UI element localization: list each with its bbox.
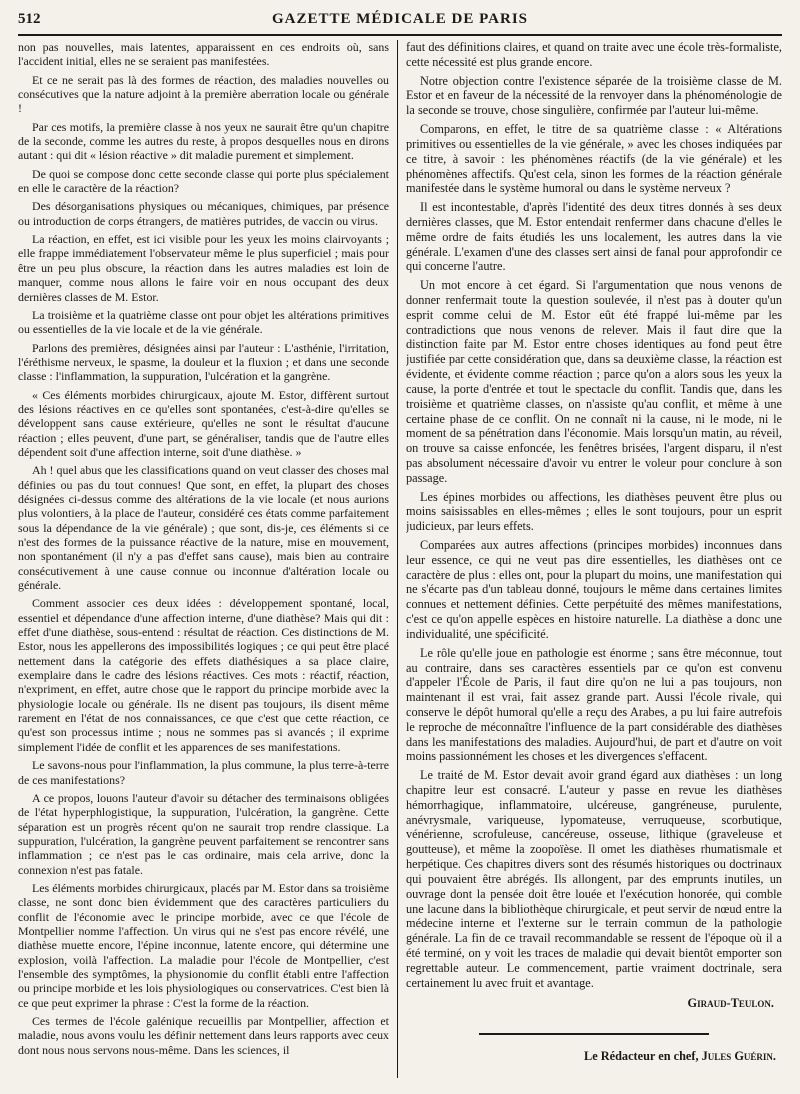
paragraph: De quoi se compose donc cette seconde classe qui porte plus spécialement en elle le caractère de la réaction?	[18, 166, 389, 196]
paragraph: faut des définitions claires, et quand on traite avec une école très-formaliste, cette nécessité est plus grande encore.	[406, 40, 782, 69]
signature-divider	[479, 1033, 709, 1035]
paragraph: Le savons-nous pour l'inflammation, la plus commune, la plus terre-à-terre de ces manifestations?	[18, 758, 389, 787]
editor-line	[406, 1049, 776, 1064]
paragraph: Parlons des premières, désignées ainsi par l'auteur : L'asthénie, l'irritation, l'éréthisme nerveux, le spasme, la douleur et la fluxion ; et dans une seconde classe : l'inflammation, la suppuration, l'ulcération et la gangrène.	[18, 340, 389, 384]
paragraph: « Ces éléments morbides chirurgicaux, ajoute M. Estor, diffèrent surtout des lésions réactives en ce qu'elles sont spontanées, c'est-à-dire qu'elles se développent sans cause extérieure, qu'elles ne sont le résultat d'aucune réaction ; elles peuvent, d'une part, se généraliser, tandis que de l'autre elles dépendent soit d'une affection interne, soit d'une diathèse. »	[18, 387, 389, 459]
paragraph: Par ces motifs, la première classe à nos yeux ne saurait être qu'un chapitre de la seconde, comme les autres du reste, à propos desquelles nous en dirons autant : qui dit « lésion réactive » dit maladie purement et simplement.	[18, 119, 389, 163]
paragraph: Le rôle qu'elle joue en pathologie est énorme ; sans être méconnue, tout au contraire, dans ses caractères essentiels par ce qu'on est convenu d'appeler l'École de Paris, il faut dire qu'on ne lui a pas toujours, non maintenant il est vrai, fait assez grande part. Aussi l'école rivale, qui conserve le dépôt humoral qu'elle a reçu des Arabes, a pu lui faire autrefois le reproche de méconnaître l'influence de la part considérable des diathèses dans les manifestations des maladies. Aujourd'hui, de part et d'autre on voit moins passionnément les choses et les divergences s'effacent.	[406, 645, 782, 764]
paragraph: Un mot encore à cet égard. Si l'argumentation que nous venons de donner renfermait toute la question soulevée, il n'est pas à douter qu'un esprit comme celui de M. Estor eût été frappé lui-même par les contradictions que nous venons de relever. Mais il faut dire que la distinction faite par M. Estor entre choses identiques au fond peut être justifiée par cette considération que, dans sa deuxième classe, la réaction est évidente, et évidente comme réaction ; parce qu'on a alors sous les yeux la cause, la porte d'entrée et tout le spectacle du conflit. Tandis que, dans les troisième et quatrième classes, on n'assiste qu'au conflit, et même à une certaine phase de ce conflit. On ne connaît ni la cause, ni le mode, ni le moment de sa pénétration dans l'économie. Mais lorsqu'un matin, au réveil, on trouve sa caisse enfoncée, les fenêtres brisées, l'argent disparu, il n'est pas absolument nécessaire d'avoir vu entrer le voleur pour conclure à son passage.	[406, 278, 782, 485]
paragraph: Ces termes de l'école galénique recueillis par Montpellier, affection et maladie, nous avons voulu les définir nettement dans leurs rapports avec ceux dont nous nous servons nous-même. Dans les sciences, il	[18, 1014, 389, 1057]
paragraph: Il est incontestable, d'après l'identité des deux titres donnés à ses deux dernières classes, que M. Estor entendait renfermer dans chacune d'elles le même ordre de faits étudiés les uns localement, les autres dans la vie générale. L'examen d'une des classes sert ainsi de fanal pour approfondir ce qui concerne l'autre.	[406, 200, 782, 274]
paragraph: Comment associer ces deux idées : développement spontané, local, essentiel et dépendance d'une affection interne, d'une diathèse? Mais qui dit : effet d'une diathèse, sous-entend : résultat de réaction. Ces distinctions de M. Estor, nous les appellerons des impossibilités logiques ; ce qui peut être placé nettement dans la catégorie des effets diathésiques a sa place claire, exemplaire dans le cadre des lésions réactives. Ces mots : réactif, réaction, n'expriment, en effet, autre chose que le rapport du principe morbide avec la physiologie locale ou générale. Ils ne disent pas toujours, ils disent même rarement en l'état de nos connaissances, ce que c'est que cette réaction, ce qu'est son processus intime ; nous ne sommes pas si avancés ; il exprime simplement l'idée de conflit et les apparences de ses manifestations.	[18, 596, 389, 754]
author-signature: Giraud-Teulon.	[687, 996, 774, 1011]
left-column	[18, 40, 389, 1080]
editor-label: Le Rédacteur en chef,	[584, 1049, 699, 1064]
paragraph: Comparons, en effet, le titre de sa quatrième classe : « Altérations primitives ou essentielles de la vie générale, » avec les choses indiquées par ce titre, à savoir : les phénomènes réactifs (de la vie générale) et les phénomènes affectifs. Qu'est cela, sinon les formes de la réaction générale manifestée dans le système humoral ou dans le système nerveux ?	[406, 122, 782, 196]
paragraph: Notre objection contre l'existence séparée de la troisième classe de M. Estor et en faveur de la nécessité de la renvoyer dans la phénoménologie de la seconde se trouve, chose singulière, confirmée par l'auteur lui-même.	[406, 73, 782, 118]
paragraph: La réaction, en effet, est ici visible pour les yeux les moins clairvoyants ; elle frappe immédiatement l'observateur même le plus superficiel ; mais pour être un peu plus obscure, la réaction dans les autres maladies est loin de manquer, comme nous allons le faire voir en nous occupant des deux dernières classes de M. Estor.	[18, 232, 389, 304]
paragraph: Ah ! quel abus que les classifications quand on veut classer des choses mal définies ou pas du tout connues! Que sont, en effet, la plupart des choses désignées ci-dessus comme des altérations de la vie locale (et nous aurions plus volontiers, à la place de l'auteur, considéré ces états comme parfaitement sous la dépendance de la vie générale) ; que sont, dis-je, ces éléments si ce n'est des formes de la puissance réactive de la nature, mise en mouvement, non spontanément (il n'y a pas d'effet sans cause), mais bien au contraire consécutivement à une cause connue ou inconnue d'altération locale ou générale.	[18, 463, 389, 593]
paragraph: Les éléments morbides chirurgicaux, placés par M. Estor dans sa troisième classe, ne sont donc bien évidemment que des caractères particuliers du conflit de l'économie avec le principe morbide, avec ce que l'école de Montpellier nomme l'affection. Un virus qui ne s'est pas encore révélé, une diathèse muette encore, l'épine inconnue, latente encore, qui détermine une explosion, voilà l'affection. La maladie pour l'école de Montpellier, c'est l'ensemble des symptômes, la physionomie du conflit établi entre l'affection ou principe morbide et les lois physiologiques ou conservatrices. C'est bien là ce que peut exprimer la phrase : C'est la forme de la réaction.	[18, 880, 389, 1010]
paragraph: Et ce ne serait pas là des formes de réaction, des maladies nouvelles ou consécutives que la nature adjoint à la première aberration locale ou générale !	[18, 72, 389, 116]
paragraph: non pas nouvelles, mais latentes, apparaissent en ces endroits où, sans l'accident initial, elles ne se seraient pas manifestées.	[18, 40, 389, 69]
page-number: 512	[18, 10, 41, 27]
editor-name: Jules Guérin.	[701, 1049, 776, 1064]
paragraph: A ce propos, louons l'auteur d'avoir su détacher des terminaisons obligées de l'état hyperphlogistique, la suppuration, l'ulcération, la gangrène. Cette séparation est un progrès récent qu'on ne saurait trop rendre classique. La suppuration, l'ulcération, la gangrène peuvent parfaitement se rencontrer sans inflammation ; ce n'est pas le cas ordinaire, mais cela arrive, donc la connexion n'est pas fatale.	[18, 790, 389, 877]
paragraph: Le traité de M. Estor devait avoir grand égard aux diathèses : un long chapitre leur est consacré. L'auteur y passe en revue les diathèses hémorrhagique, inflammatoire, ulcéreuse, gangréneuse, purulente, anévrysmale, variqueuse, lypomateuse, verruqueuse, scorbutique, vénérienne, scrofuleuse, cancéreuse, osseuse, lithique (graveleuse et goutteuse), et même la zoopoïèse. Il omet les diathèses rhumatismale et herpétique. Ces chapitres divers sont des résumés historiques ou doctrinaux qui pouvaient être abrégés. Ils allongent, par des emprunts inutiles, un ouvrage dont la pensée doit être louée et l'exécution honorée, qui comble une lacune dans la bibliothèque chirurgicale, et peut servir de nœud entre la médecine interne et l'externe sur le terrain commun de la pathologie générale. La fin de ce travail recommandable se ressent de l'époque où il a été terminé, on y voit les traces de maladie qui devait bientôt emporter son regrettable auteur. Le commencement, partie vraiment doctrinale, sera certainement lu avec fruit et avantage.	[406, 768, 782, 990]
paragraph: Comparées aux autres affections (principes morbides) inconnues dans leur essence, ce qui ne veut pas dire essentielles, les diathèses ont ce caractère de plus : elles ont, pour la plupart du moins, une manifestation qui ne s'écarte pas d'un tableau donné, toujours le même dans certaines limites connues et nettement définies. Cette perpétuité des mêmes manifestations, c'est ce qu'on appelle espèces en histoire naturelle. La diathèse a donc une individualité, une spécificité.	[406, 538, 782, 641]
paragraph: Des désorganisations physiques ou mécaniques, chimiques, par présence ou introduction de corps étrangers, de matières putrides, de vaccin ou virus.	[18, 199, 389, 228]
journal-title: GAZETTE MÉDICALE DE PARIS	[271, 10, 528, 27]
right-column	[406, 40, 782, 1080]
paragraph: La troisième et la quatrième classe ont pour objet les altérations primitives ou essentielles de la vie locale et de la vie générale.	[18, 307, 389, 337]
page-header	[18, 4, 782, 36]
column-divider	[397, 40, 398, 1078]
paragraph: Les épines morbides ou affections, les diathèses peuvent être plus ou moins saisissables en elles-mêmes ; elles le sont toujours, pour un esprit judicieux, par leurs effets.	[406, 489, 782, 534]
